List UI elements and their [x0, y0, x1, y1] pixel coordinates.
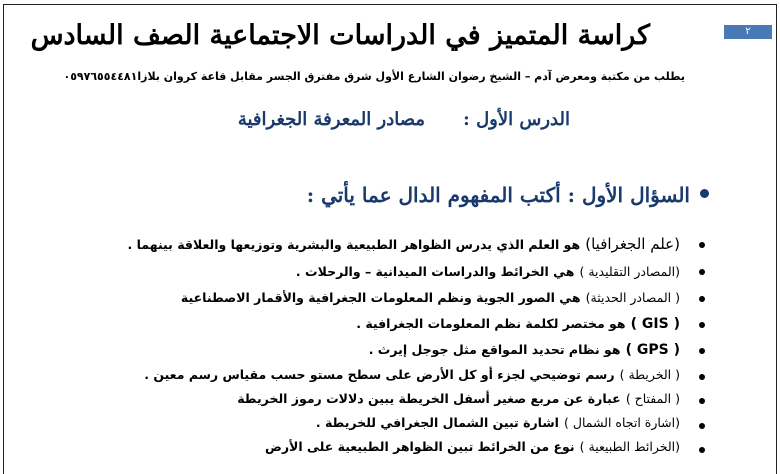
bullet-icon	[699, 447, 705, 453]
lesson-topic: مصادر المعرفة الجغرافية	[237, 109, 425, 130]
bullet-icon	[699, 348, 705, 354]
item-definition: اشارة تبين الشمال الجغرافي للخريطة .	[315, 415, 559, 430]
bullet-icon	[699, 398, 705, 404]
list-item	[100, 232, 680, 256]
bullet-icon	[699, 322, 705, 328]
item-term: (علم الجغرافيا)	[585, 235, 680, 253]
list-item	[100, 362, 680, 386]
page-title: كراسة المتميز في الدراسات الاجتماعية الصف السادس	[30, 20, 650, 51]
bullet-icon	[699, 269, 705, 275]
bullet-icon	[699, 296, 705, 302]
list-item	[100, 285, 680, 309]
item-definition: هو العلم الذي يدرس الظواهر الطبيعية والبشرية وتوزيعها والعلاقة بينهما .	[127, 237, 581, 252]
list-item	[100, 259, 680, 283]
bullet-icon	[699, 423, 705, 429]
item-term: ( المصادر الحديثة)	[585, 290, 680, 305]
list-item	[100, 386, 680, 410]
list-item	[100, 311, 680, 335]
item-term: ( الخريطة )	[619, 367, 680, 382]
item-definition: عبارة عن مربع صغير أسفل الخريطة يبين دلالات رموز الخريطة	[237, 391, 621, 406]
list-item	[100, 434, 680, 458]
list-item	[100, 337, 680, 361]
item-term: ( GIS )	[630, 316, 680, 332]
page-number-badge: ٢	[724, 25, 772, 39]
bullet-icon	[699, 242, 705, 248]
item-definition: رسم توضيحي لجزء أو كل الأرض على سطح مستو حسب مقياس رسم معين .	[144, 367, 615, 382]
store-advert: يطلب من مكتبة ومعرض آدم – الشيخ رضوان الشارع الأول شرق مفترق الجسر مقابل قاعة كروان بلازا٠٥٩٧٦٥٥٤٤٨١	[63, 70, 685, 83]
question-bullet-icon	[700, 189, 709, 198]
bullet-icon	[699, 374, 705, 380]
item-term: (الخرائط الطبيعية )	[579, 439, 680, 454]
item-definition: هي الخرائط والدراسات الميدانية – والرحلات .	[295, 264, 575, 279]
list-item	[100, 410, 680, 434]
item-definition: هي الصور الجوية ونظم المعلومات الجغرافية والأقمار الاصطناعية	[180, 290, 581, 305]
item-definition: نوع من الخرائط تبين الظواهر الطبيعية على الأرض	[265, 439, 575, 454]
question-heading: السؤال الأول : أكتب المفهوم الدال عما يأتي :	[306, 183, 690, 207]
item-term: (المصادر التقليدية )	[579, 264, 680, 279]
item-term: ( المفتاح )	[625, 391, 680, 406]
item-definition: هو مختصر لكلمة نظم المعلومات الجغرافية .	[356, 316, 626, 331]
item-definition: هو نظام تحديد المواقع مثل جوجل إيرث .	[368, 342, 621, 357]
item-term: (اشارة اتجاه الشمال )	[564, 415, 680, 430]
item-term: ( GPS )	[625, 342, 680, 358]
lesson-label: الدرس الأول :	[463, 109, 570, 130]
